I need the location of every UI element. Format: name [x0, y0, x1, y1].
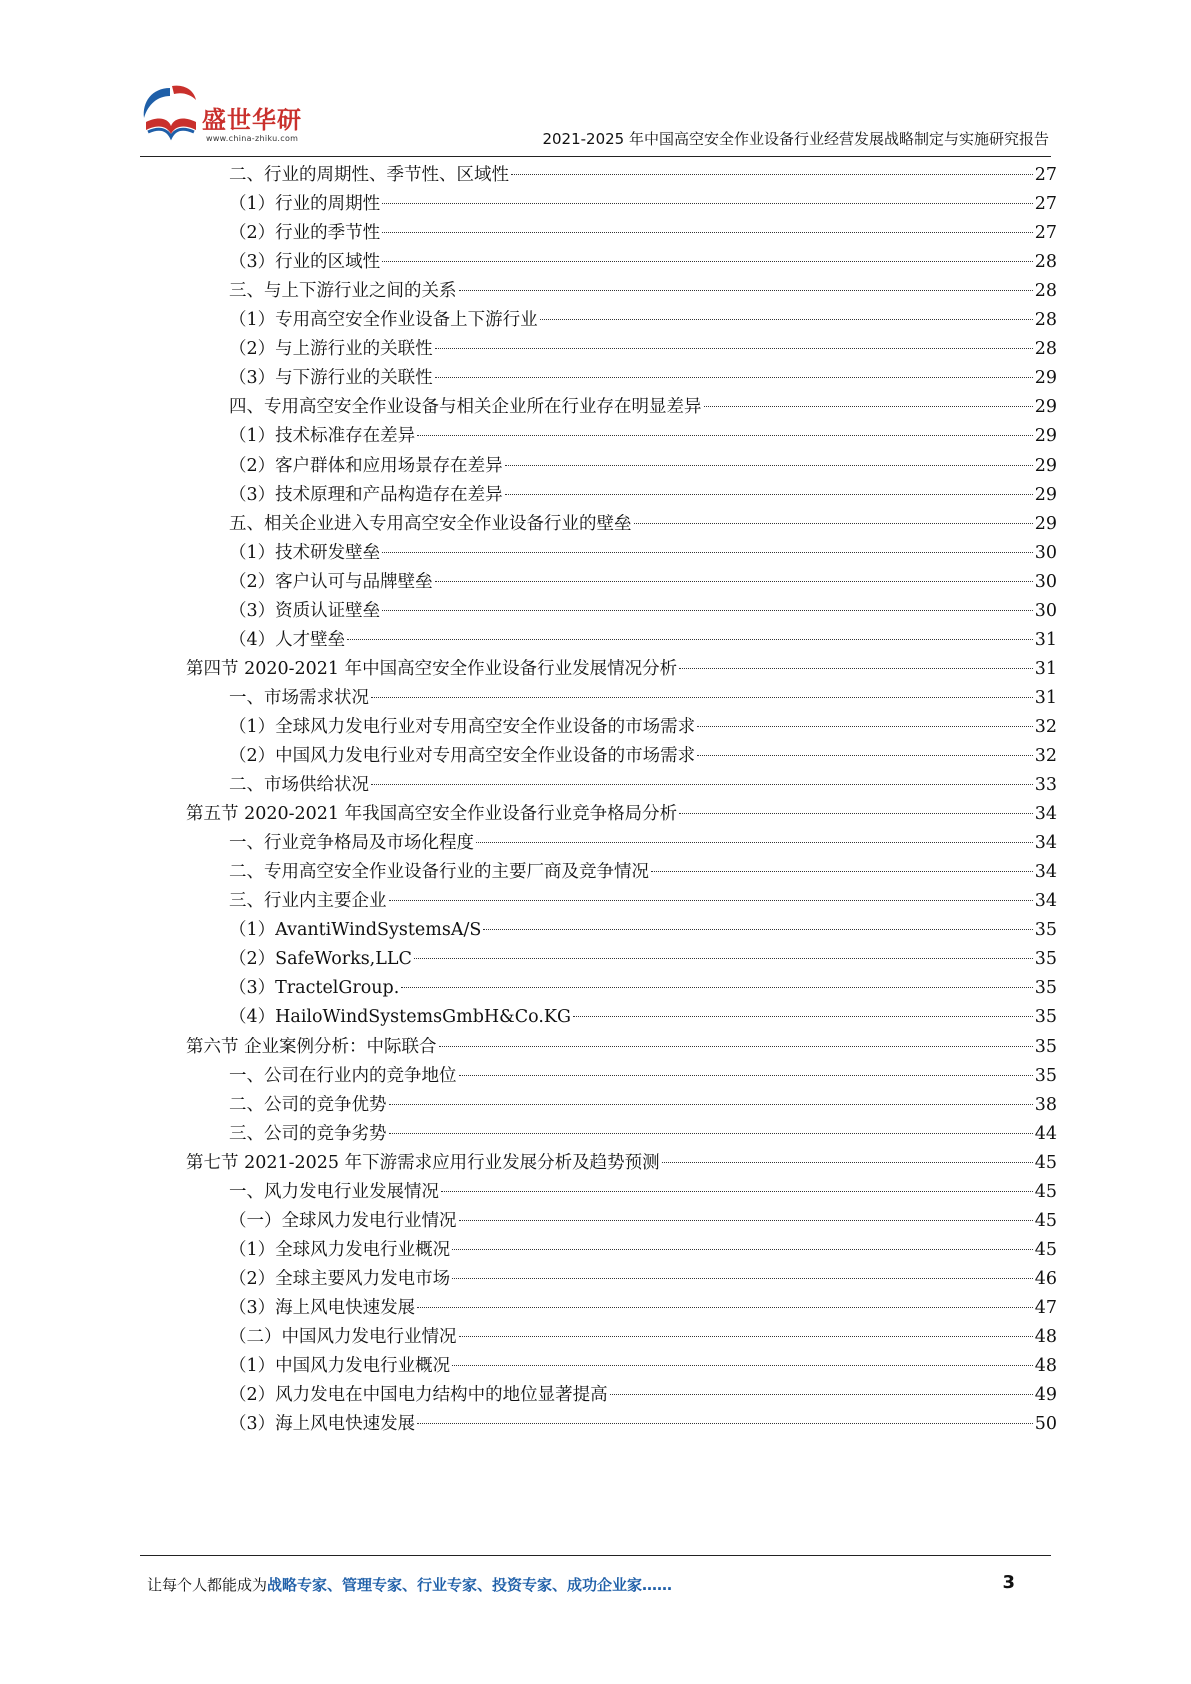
- toc-entry-page: 29: [1034, 455, 1057, 476]
- toc-entry[interactable]: [229, 1090, 1057, 1120]
- toc-entry-title: （2）风力发电在中国电力结构中的地位显著提高: [229, 1385, 608, 1406]
- toc-dot-leader: [634, 523, 1033, 524]
- toc-entry-page: 35: [1034, 1036, 1057, 1057]
- toc-entry-title: 第七节 2021-2025 年下游需求应用行业发展分析及趋势预测: [186, 1152, 660, 1173]
- toc-entry-title: （2）行业的季节性: [229, 223, 381, 244]
- toc-entry-title: （4）HailoWindSystemsGmbH&Co.KG: [229, 1007, 571, 1028]
- page-number: 3: [1002, 1572, 1015, 1593]
- toc-entry-page: 35: [1034, 1065, 1057, 1086]
- toc-entry[interactable]: [229, 857, 1057, 887]
- toc-entry[interactable]: [229, 625, 1057, 655]
- toc-entry-page: 45: [1034, 1152, 1057, 1173]
- toc-dot-leader: [382, 610, 1033, 611]
- toc-dot-leader: [371, 784, 1033, 785]
- toc-entry[interactable]: [229, 392, 1057, 422]
- toc-entry-page: 34: [1034, 804, 1057, 825]
- toc-entry[interactable]: [229, 1061, 1057, 1091]
- toc-entry-title: 第六节 企业案例分析：中际联合: [186, 1036, 437, 1057]
- toc-dot-leader: [476, 842, 1033, 843]
- toc-entry-page: 45: [1034, 1210, 1057, 1231]
- toc-entry-page: 48: [1034, 1356, 1057, 1377]
- report-title: 2021-2025 年中国高空安全作业设备行业经营发展战略制定与实施研究报告: [542, 130, 1049, 148]
- toc-dot-leader: [459, 1075, 1033, 1076]
- toc-dot-leader: [452, 1278, 1033, 1279]
- toc-entry-title: 三、公司的竞争劣势: [229, 1123, 387, 1144]
- toc-dot-leader: [679, 668, 1033, 669]
- toc-entry-title: （1）全球风力发电行业概况: [229, 1239, 451, 1260]
- toc-dot-leader: [697, 755, 1033, 756]
- toc-entry-page: 28: [1034, 310, 1057, 331]
- toc-dot-leader: [382, 203, 1033, 204]
- toc-entry-page: 30: [1034, 600, 1057, 621]
- toc-dot-leader: [371, 697, 1033, 698]
- company-logo: [140, 82, 340, 152]
- toc-entry[interactable]: [229, 567, 1057, 597]
- toc-dot-leader: [505, 494, 1033, 495]
- toc-entry-page: 27: [1034, 223, 1057, 244]
- toc-dot-leader: [452, 1249, 1033, 1250]
- toc-entry[interactable]: [229, 596, 1057, 626]
- toc-dot-leader: [414, 958, 1033, 959]
- toc-entry-page: 31: [1034, 658, 1057, 679]
- toc-dot-leader: [382, 261, 1033, 262]
- toc-entry[interactable]: [229, 770, 1057, 800]
- toc-entry-title: （1）全球风力发电行业对专用高空安全作业设备的市场需求: [229, 716, 696, 737]
- toc-entry[interactable]: [186, 1148, 1057, 1178]
- toc-entry-title: （3）与下游行业的关联性: [229, 368, 433, 389]
- toc-dot-leader: [389, 1133, 1033, 1134]
- toc-entry-title: （4）人才壁垒: [229, 629, 346, 650]
- toc-dot-leader: [382, 232, 1033, 233]
- toc-dot-leader: [441, 1191, 1033, 1192]
- toc-dot-leader: [704, 406, 1033, 407]
- toc-entry-title: 一、风力发电行业发展情况: [229, 1181, 439, 1202]
- toc-entry-title: （2）全球主要风力发电市场: [229, 1268, 451, 1289]
- toc-entry-page: 35: [1034, 1007, 1057, 1028]
- logo-book-icon: [140, 82, 202, 146]
- toc-entry[interactable]: [229, 334, 1057, 364]
- toc-entry-title: （2）客户群体和应用场景存在差异: [229, 455, 503, 476]
- logo-url: www.china-zhiku.com: [206, 134, 299, 143]
- toc-entry[interactable]: [229, 886, 1057, 916]
- toc-dot-leader: [435, 348, 1033, 349]
- toc-entry-title: 二、行业的周期性、季节性、区域性: [229, 165, 509, 185]
- toc-entry-page: 49: [1034, 1385, 1057, 1406]
- toc-entry-title: （3）行业的区域性: [229, 252, 381, 273]
- toc-entry-page: 27: [1034, 165, 1057, 185]
- slogan-highlight: 战略专家、管理专家、行业专家、投资专家、成功企业家……: [267, 1576, 673, 1594]
- toc-entry[interactable]: [229, 1177, 1057, 1207]
- toc-entry-title: （3）海上风电快速发展: [229, 1414, 416, 1435]
- toc-dot-leader: [382, 552, 1033, 553]
- toc-dot-leader: [417, 435, 1033, 436]
- toc-entry-title: （1）中国风力发电行业概况: [229, 1356, 451, 1377]
- toc-dot-leader: [389, 1104, 1033, 1105]
- toc-entry-page: 34: [1034, 833, 1057, 854]
- toc-entry-title: 一、公司在行业内的竞争地位: [229, 1065, 457, 1086]
- toc-entry[interactable]: [229, 276, 1057, 306]
- toc-entry-page: 28: [1034, 339, 1057, 360]
- toc-entry-title: 一、行业竞争格局及市场化程度: [229, 833, 474, 854]
- toc-entry-title: （1）技术标准存在差异: [229, 426, 416, 447]
- toc-entry[interactable]: [229, 247, 1057, 277]
- toc-entry-title: （2）SafeWorks,LLC: [229, 949, 412, 970]
- toc-entry-title: 第五节 2020-2021 年我国高空安全作业设备行业竞争格局分析: [186, 804, 678, 825]
- toc-entry-title: 三、与上下游行业之间的关系: [229, 281, 457, 302]
- toc-entry-page: 45: [1034, 1181, 1057, 1202]
- toc-entry-page: 38: [1034, 1094, 1057, 1115]
- toc-entry[interactable]: [229, 509, 1057, 539]
- toc-entry-page: 35: [1034, 949, 1057, 970]
- toc-entry[interactable]: [229, 828, 1057, 858]
- toc-entry[interactable]: [229, 451, 1057, 481]
- toc-entry[interactable]: [229, 944, 1057, 974]
- toc-dot-leader: [540, 319, 1033, 320]
- toc-entry[interactable]: [229, 160, 1057, 190]
- toc-dot-leader: [679, 813, 1033, 814]
- toc-entry-title: 二、市场供给状况: [229, 775, 369, 796]
- toc-entry[interactable]: [229, 218, 1057, 248]
- toc-dot-leader: [347, 639, 1033, 640]
- toc-entry[interactable]: [229, 1293, 1057, 1323]
- toc-entry-title: （1）专用高空安全作业设备上下游行业: [229, 310, 538, 331]
- toc-entry[interactable]: [229, 915, 1057, 945]
- toc-dot-leader: [417, 1423, 1033, 1424]
- toc-dot-leader: [573, 1016, 1033, 1017]
- toc-entry-page: 50: [1034, 1414, 1057, 1435]
- toc-dot-leader: [483, 929, 1032, 930]
- toc-entry[interactable]: [229, 305, 1057, 335]
- toc-entry-title: 三、行业内主要企业: [229, 891, 387, 912]
- toc-entry-title: 二、专用高空安全作业设备行业的主要厂商及竞争情况: [229, 862, 649, 883]
- footer-slogan: [147, 1574, 672, 1595]
- toc-dot-leader: [435, 581, 1033, 582]
- toc-entry-title: 四、专用高空安全作业设备与相关企业所在行业存在明显差异: [229, 397, 702, 418]
- toc-dot-leader: [389, 900, 1033, 901]
- toc-entry-title: （1）技术研发壁垒: [229, 542, 381, 563]
- toc-entry-title: 五、相关企业进入专用高空安全作业设备行业的壁垒: [229, 513, 632, 534]
- toc-dot-leader: [662, 1162, 1033, 1163]
- toc-dot-leader: [610, 1394, 1033, 1395]
- toc-entry[interactable]: [229, 1322, 1057, 1352]
- toc-entry-title: （1）行业的周期性: [229, 194, 381, 215]
- toc-entry[interactable]: [229, 712, 1057, 742]
- toc-entry[interactable]: [229, 363, 1057, 393]
- toc-dot-leader: [459, 1336, 1033, 1337]
- toc-entry-title: （2）中国风力发电行业对专用高空安全作业设备的市场需求: [229, 746, 696, 766]
- toc-entry-page: 32: [1034, 746, 1057, 766]
- toc-entry[interactable]: [229, 683, 1057, 713]
- toc-entry[interactable]: [229, 1351, 1057, 1381]
- toc-entry-page: 28: [1034, 252, 1057, 273]
- toc-entry-page: 35: [1034, 978, 1057, 999]
- toc-entry-title: （3）TractelGroup.: [229, 978, 400, 999]
- toc-dot-leader: [459, 290, 1033, 291]
- toc-entry-title: （3）海上风电快速发展: [229, 1297, 416, 1318]
- toc-entry-page: 28: [1034, 281, 1057, 302]
- toc-dot-leader: [417, 1307, 1033, 1308]
- toc-entry[interactable]: [229, 741, 1057, 771]
- toc-dot-leader: [401, 987, 1032, 988]
- toc-entry[interactable]: [229, 1206, 1057, 1236]
- toc-entry-title: （1）AvantiWindSystemsA/S: [229, 920, 482, 941]
- toc-entry-page: 47: [1034, 1297, 1057, 1318]
- toc-dot-leader: [459, 1220, 1033, 1221]
- toc-entry-title: （3）技术原理和产品构造存在差异: [229, 484, 503, 505]
- logo-text: 盛世华研: [202, 106, 302, 134]
- toc-dot-leader: [452, 1365, 1033, 1366]
- toc-entry[interactable]: [229, 973, 1057, 1003]
- toc-entry-page: 31: [1034, 687, 1057, 708]
- toc-entry-page: 30: [1034, 542, 1057, 563]
- toc-entry-page: 45: [1034, 1239, 1057, 1260]
- toc-entry-title: 第四节 2020-2021 年中国高空安全作业设备行业发展情况分析: [186, 658, 678, 679]
- header-divider: [140, 156, 1051, 157]
- toc-entry[interactable]: [229, 1002, 1057, 1032]
- toc-dot-leader: [505, 465, 1033, 466]
- toc-entry-page: 46: [1034, 1268, 1057, 1289]
- toc-entry[interactable]: [229, 1119, 1057, 1149]
- toc-entry[interactable]: [229, 189, 1057, 219]
- toc-entry-page: 48: [1034, 1327, 1057, 1347]
- toc-entry-title: 一、市场需求状况: [229, 687, 369, 708]
- toc-entry-page: 29: [1034, 426, 1057, 447]
- toc-entry-page: 34: [1034, 891, 1057, 912]
- toc-entry-title: （2）与上游行业的关联性: [229, 339, 433, 360]
- toc-entry-page: 29: [1034, 484, 1057, 505]
- toc-entry[interactable]: [229, 1380, 1057, 1410]
- toc-entry-page: 44: [1034, 1123, 1057, 1144]
- toc-entry-page: 27: [1034, 194, 1057, 215]
- toc-entry-page: 29: [1034, 513, 1057, 534]
- toc-entry-title: （二）中国风力发电行业情况: [229, 1327, 457, 1347]
- toc-entry[interactable]: [229, 421, 1057, 451]
- toc-entry[interactable]: [229, 1409, 1057, 1439]
- slogan-lead: 让每个人都能成为: [147, 1576, 268, 1594]
- footer-divider: [140, 1555, 1051, 1556]
- toc-entry[interactable]: [186, 1032, 1057, 1062]
- toc-entry-title: 二、公司的竞争优势: [229, 1094, 387, 1115]
- toc-entry[interactable]: [186, 654, 1057, 684]
- toc-entry-title: （2）客户认可与品牌壁垒: [229, 571, 433, 592]
- toc-entry-page: 31: [1034, 629, 1057, 650]
- toc-entry[interactable]: [229, 480, 1057, 510]
- toc-entry-page: 29: [1034, 397, 1057, 418]
- toc-entry[interactable]: [229, 1235, 1057, 1265]
- toc-entry-page: 35: [1034, 920, 1057, 941]
- toc-entry-page: 29: [1034, 368, 1057, 389]
- toc-entry-page: 34: [1034, 862, 1057, 883]
- toc-entry-title: （一）全球风力发电行业情况: [229, 1210, 457, 1231]
- toc-dot-leader: [435, 377, 1033, 378]
- toc-entry-page: 30: [1034, 571, 1057, 592]
- toc-dot-leader: [511, 174, 1033, 175]
- toc-dot-leader: [651, 871, 1033, 872]
- toc-entry-page: 32: [1034, 716, 1057, 737]
- toc-dot-leader: [697, 726, 1033, 727]
- toc-entry-page: 33: [1034, 775, 1057, 796]
- toc-entry[interactable]: [229, 1264, 1057, 1294]
- toc-entry[interactable]: [186, 799, 1057, 829]
- toc-entry-title: （3）资质认证壁垒: [229, 600, 381, 621]
- toc-dot-leader: [439, 1046, 1033, 1047]
- toc-entry[interactable]: [229, 538, 1057, 568]
